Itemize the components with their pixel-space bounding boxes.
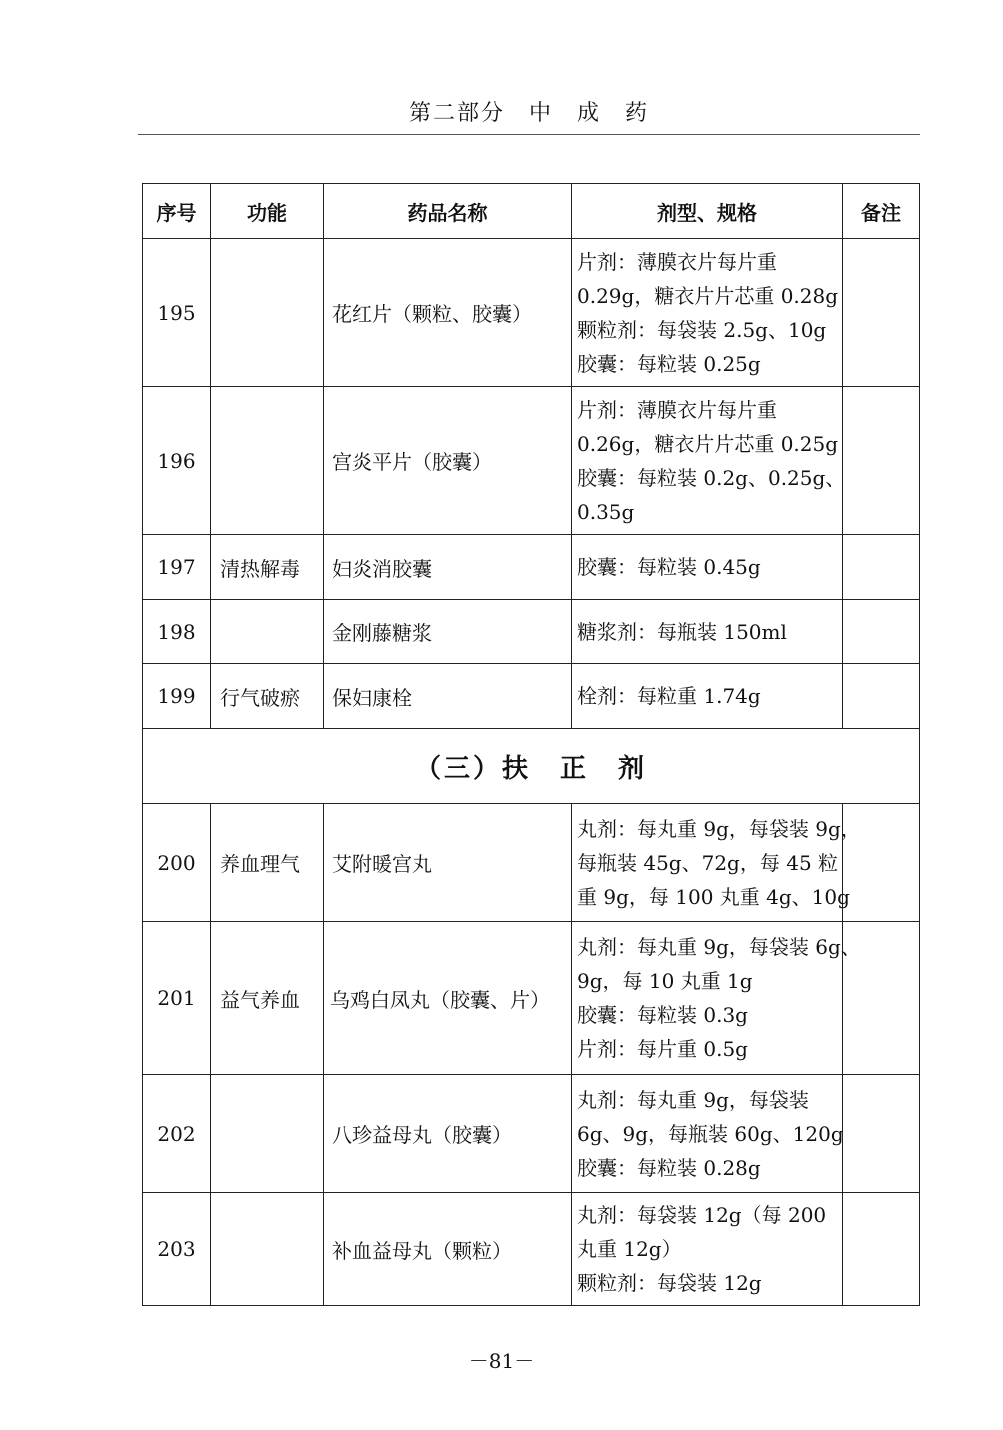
row-function: 养血理气	[211, 804, 324, 922]
row-number: 198	[143, 600, 211, 664]
spec-line: 胶囊：每粒装 0.28g	[577, 1155, 761, 1180]
row-note	[843, 1075, 920, 1193]
column-header-no: 序号	[143, 184, 211, 239]
row-number: 197	[143, 535, 211, 600]
column-header-note: 备注	[843, 184, 920, 239]
section-title: （三）扶 正 剂	[143, 729, 920, 804]
drug-table	[142, 183, 920, 1306]
table-row	[143, 1075, 920, 1193]
spec-line: 9g，每 10 丸重 1g	[577, 969, 753, 993]
row-number: 196	[143, 387, 211, 535]
spec-line: 颗粒剂：每袋装 12g	[577, 1271, 762, 1295]
row-note	[843, 239, 920, 387]
spec-line: 丸剂：每袋装 12g（每 200	[577, 1203, 827, 1227]
row-function: 益气养血	[211, 922, 324, 1075]
row-function	[211, 387, 324, 535]
spec-line: 片剂：薄膜衣片每片重	[577, 249, 777, 274]
spec-line: 0.35g	[577, 499, 635, 524]
table-row	[143, 600, 920, 664]
row-number: 200	[143, 804, 211, 922]
row-note	[843, 600, 920, 664]
row-drug-name: 八珍益母丸（胶囊）	[324, 1075, 572, 1193]
row-spec	[572, 804, 861, 922]
page-number: －81－	[468, 1349, 535, 1373]
table-row	[143, 387, 920, 535]
running-header-title: 第二部分 中 成 药	[408, 101, 649, 126]
spec-line: 丸剂：每丸重 9g，每袋装 9g，	[577, 816, 861, 841]
running-header	[138, 96, 920, 135]
table-row	[143, 535, 920, 600]
row-spec	[572, 600, 843, 664]
row-spec	[572, 535, 843, 600]
row-function	[211, 239, 324, 387]
row-function: 清热解毒	[211, 535, 324, 600]
column-header-name: 药品名称	[324, 184, 572, 239]
spec-line: 6g、9g，每瓶装 60g、120g	[577, 1121, 844, 1146]
spec-line: 胶囊：每粒装 0.2g、0.25g、	[577, 465, 846, 490]
spec-line: 糖浆剂：每瓶装 150ml	[577, 619, 787, 644]
row-function	[211, 600, 324, 664]
row-drug-name: 补血益母丸（颗粒）	[324, 1193, 572, 1306]
row-drug-name: 花红片（颗粒、胶囊）	[324, 239, 572, 387]
spec-line: 丸剂：每丸重 9g，每袋装	[577, 1087, 809, 1112]
spec-line: 片剂：每片重 0.5g	[577, 1037, 748, 1061]
spec-line: 0.29g，糖衣片片芯重 0.28g	[577, 283, 839, 308]
spec-line: 片剂：薄膜衣片每片重	[577, 397, 777, 422]
row-function	[211, 1193, 324, 1306]
row-note	[843, 1193, 920, 1306]
row-number: 195	[143, 239, 211, 387]
table-row	[143, 804, 920, 922]
row-drug-name: 艾附暖宫丸	[324, 804, 572, 922]
row-function: 行气破瘀	[211, 664, 324, 729]
spec-line: 颗粒剂：每袋装 2.5g、10g	[577, 317, 827, 342]
table-row	[143, 1193, 920, 1306]
row-note	[843, 664, 920, 729]
row-number: 199	[143, 664, 211, 729]
spec-line: 丸剂：每丸重 9g，每袋装 6g、	[577, 935, 861, 959]
spec-line: 每瓶装 45g、72g，每 45 粒	[577, 850, 839, 875]
spec-line: 丸重 12g）	[577, 1237, 682, 1261]
table-row	[143, 922, 920, 1075]
column-header-function: 功能	[211, 184, 324, 239]
row-drug-name: 保妇康栓	[324, 664, 572, 729]
spec-line: 胶囊：每粒装 0.25g	[577, 351, 761, 376]
section-row	[143, 729, 920, 804]
row-number: 203	[143, 1193, 211, 1306]
row-drug-name: 金刚藤糖浆	[324, 600, 572, 664]
table-header-row	[143, 184, 920, 239]
row-drug-name: 宫炎平片（胶囊）	[324, 387, 572, 535]
row-number: 201	[143, 922, 211, 1075]
table-row	[143, 239, 920, 387]
row-number: 202	[143, 1075, 211, 1193]
row-spec	[572, 239, 843, 387]
row-drug-name: 乌鸡白凤丸（胶囊、片）	[324, 922, 572, 1075]
row-drug-name: 妇炎消胶囊	[324, 535, 572, 600]
row-spec	[572, 1075, 843, 1193]
row-spec	[572, 922, 861, 1075]
row-spec	[572, 1193, 843, 1306]
column-header-spec: 剂型、规格	[572, 184, 843, 239]
spec-line: 胶囊：每粒装 0.45g	[577, 555, 761, 579]
row-note	[843, 535, 920, 600]
spec-line: 栓剂：每粒重 1.74g	[577, 684, 761, 708]
row-note	[843, 387, 920, 535]
row-function	[211, 1075, 324, 1193]
row-spec	[572, 387, 846, 535]
spec-line: 重 9g，每 100 丸重 4g、10g	[577, 884, 850, 909]
row-spec	[572, 664, 843, 729]
spec-line: 0.26g，糖衣片片芯重 0.25g	[577, 431, 839, 456]
spec-line: 胶囊：每粒装 0.3g	[577, 1003, 748, 1027]
table-row	[143, 664, 920, 729]
